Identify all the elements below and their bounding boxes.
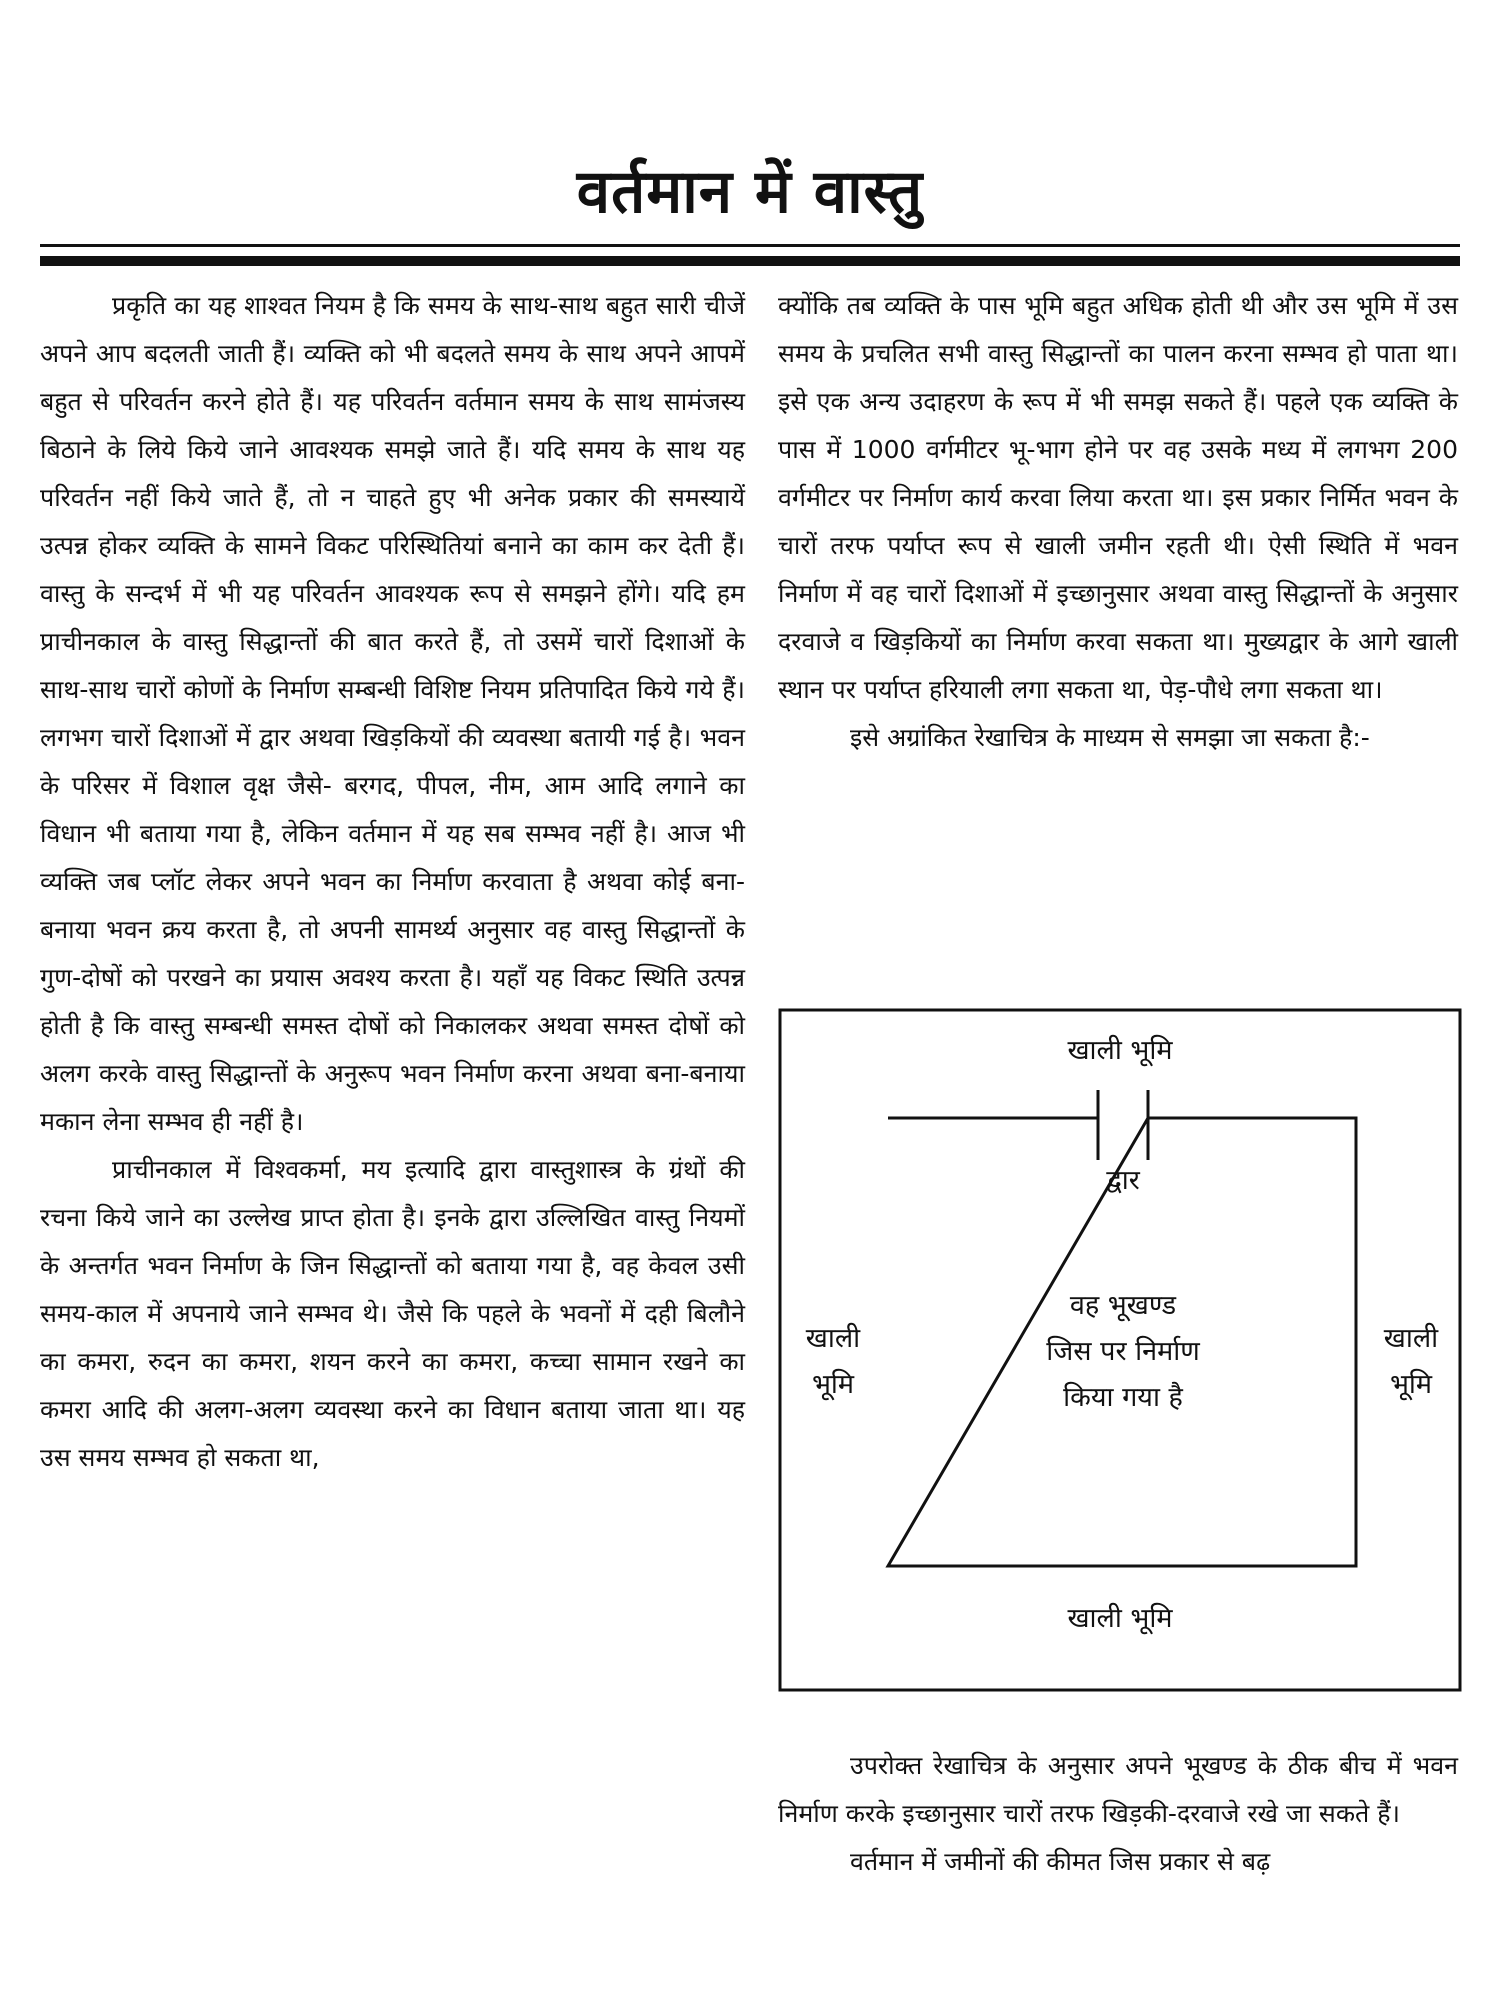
diagram-label-center-line1: वह भूखण्ड bbox=[1069, 1290, 1177, 1321]
diagram-label-right bbox=[1361, 1316, 1461, 1408]
left-paragraph-2: प्राचीनकाल में विश्वकर्मा, मय इत्यादि द्वारा वास्तुशास्त्र के ग्रंथों की रचना किये जाने का उल्लेख प्राप्त होता है। इनके द्वारा उल्लिखित वास्तु नियमों के अन्तर्गत भवन निर्माण के जिन सिद्धान्तों को बताया गया है, वह केवल उसी समय-काल में अपनाये जाने सम्भव थे। जैसे कि पहले के भवनों में दही बिलौने का कमरा, रुदन का कमरा, शयन करने का कमरा, कच्चा सामान रखने का कमरा आदि की अलग-अलग व्यवस्था करने का विधान बताया जाता था। यह उस समय सम्भव हो सकता था, bbox=[40, 1155, 745, 1472]
right-paragraph-1: क्योंकि तब व्यक्ति के पास भूमि बहुत अधिक होती थी और उस भूमि में उस समय के प्रचलित सभी वास्तु सिद्धान्तों का पालन करना सम्भव हो पाता था। इसे एक अन्य उदाहरण के रूप में भी समझ सकते हैं। पहले एक व्यक्ति के पास में 1000 वर्गमीटर भू-भाग होने पर वह उसके मध्य में लगभग 200 वर्गमीटर पर निर्माण कार्य करवा लिया करता था। इस प्रकार निर्मित भवन के चारों तरफ पर्याप्त रूप से खाली जमीन रहती थी। ऐसी स्थिति में भवन निर्माण में वह चारों दिशाओं में इच्छानुसार अथवा वास्तु सिद्धान्तों के अनुसार दरवाजे व खिड़कियों का निर्माण करवा सकता था। मुख्यद्वार के आगे खाली स्थान पर पर्याप्त हरियाली लगा सकता था, पेड़-पौधे लगा सकता था। bbox=[778, 291, 1458, 704]
right-paragraph-2: इसे अग्रांकित रेखाचित्र के माध्यम से समझा जा सकता है:- bbox=[850, 723, 1370, 752]
diagram-label-center bbox=[963, 1283, 1283, 1421]
title-divider-thick bbox=[40, 256, 1460, 266]
page-title: वर्तमान में वास्तु bbox=[576, 157, 924, 227]
diagram-label-left-line1: खाली bbox=[805, 1323, 861, 1354]
diagram-label-left bbox=[783, 1316, 883, 1408]
right-column bbox=[778, 282, 1458, 762]
left-column bbox=[40, 282, 745, 1482]
right-column-bottom bbox=[778, 1742, 1458, 1886]
diagram-label-right-line1: खाली bbox=[1383, 1323, 1439, 1354]
right-paragraph-4: वर्तमान में जमीनों की कीमत जिस प्रकार से बढ़ bbox=[850, 1847, 1271, 1876]
diagram-label-left-line2: भूमि bbox=[811, 1369, 855, 1400]
right-paragraph-3: उपरोक्त रेखाचित्र के अनुसार अपने भूखण्ड के ठीक बीच में भवन निर्माण करके इच्छानुसार चारों तरफ खिड़की-दरवाजे रखे जा सकते हैं। bbox=[778, 1751, 1458, 1828]
diagram-label-top: खाली भूमि bbox=[1067, 1035, 1173, 1066]
plot-diagram bbox=[778, 1008, 1462, 1692]
diagram-label-center-line3: किया गया है bbox=[1063, 1382, 1183, 1413]
diagram-label-door: द्वार bbox=[1106, 1165, 1140, 1196]
left-paragraph-1: प्रकृति का यह शाश्वत नियम है कि समय के साथ-साथ बहुत सारी चीजें अपने आप बदलती जाती हैं। व्यक्ति को भी बदलते समय के साथ अपने आपमें बहुत से परिवर्तन करने होते हैं। यह परिवर्तन वर्तमान समय के साथ सामंजस्य बिठाने के लिये किये जाने आवश्यक समझे जाते हैं। यदि समय के साथ यह परिवर्तन नहीं किये जाते हैं, तो न चाहते हुए भी अनेक प्रकार की समस्यायें उत्पन्न होकर व्यक्ति के सामने विकट परिस्थितियां बनाने का काम कर देती हैं। वास्तु के सन्दर्भ में भी यह परिवर्तन आवश्यक रूप से समझने होंगे। यदि हम प्राचीनकाल के वास्तु सिद्धान्तों की बात करते हैं, तो उसमें चारों दिशाओं के साथ-साथ चारों कोणों के निर्माण सम्बन्धी विशिष्ट नियम प्रतिपादित किये गये हैं। लगभग चारों दिशाओं में द्वार अथवा खिड़कियों की व्यवस्था बतायी गई है। भवन के परिसर में विशाल वृक्ष जैसे- बरगद, पीपल, नीम, आम आदि लगाने का विधान भी बताया गया है, लेकिन वर्तमान में यह सब सम्भव नहीं है। आज भी व्यक्ति जब प्लॉट लेकर अपने भवन का निर्माण करवाता है अथवा कोई बना-बनाया भवन क्रय करता है, तो अपनी सामर्थ्य अनुसार वह वास्तु सिद्धान्तों के गुण-दोषों को परखने का प्रयास अवश्य करता है। यहाँ यह विकट स्थिति उत्पन्न होती है कि वास्तु सम्बन्धी समस्त दोषों को निकालकर अथवा समस्त दोषों को अलग करके वास्तु सिद्धान्तों के अनुरूप भवन निर्माण करना अथवा बना-बनाया मकान लेना सम्भव ही नहीं है। bbox=[40, 291, 745, 1136]
diagram-label-center-line2: जिस पर निर्माण bbox=[1046, 1336, 1200, 1367]
title-divider-thin bbox=[40, 244, 1460, 247]
diagram-label-bottom: खाली भूमि bbox=[1067, 1603, 1173, 1634]
diagram-label-right-line2: भूमि bbox=[1389, 1369, 1433, 1400]
